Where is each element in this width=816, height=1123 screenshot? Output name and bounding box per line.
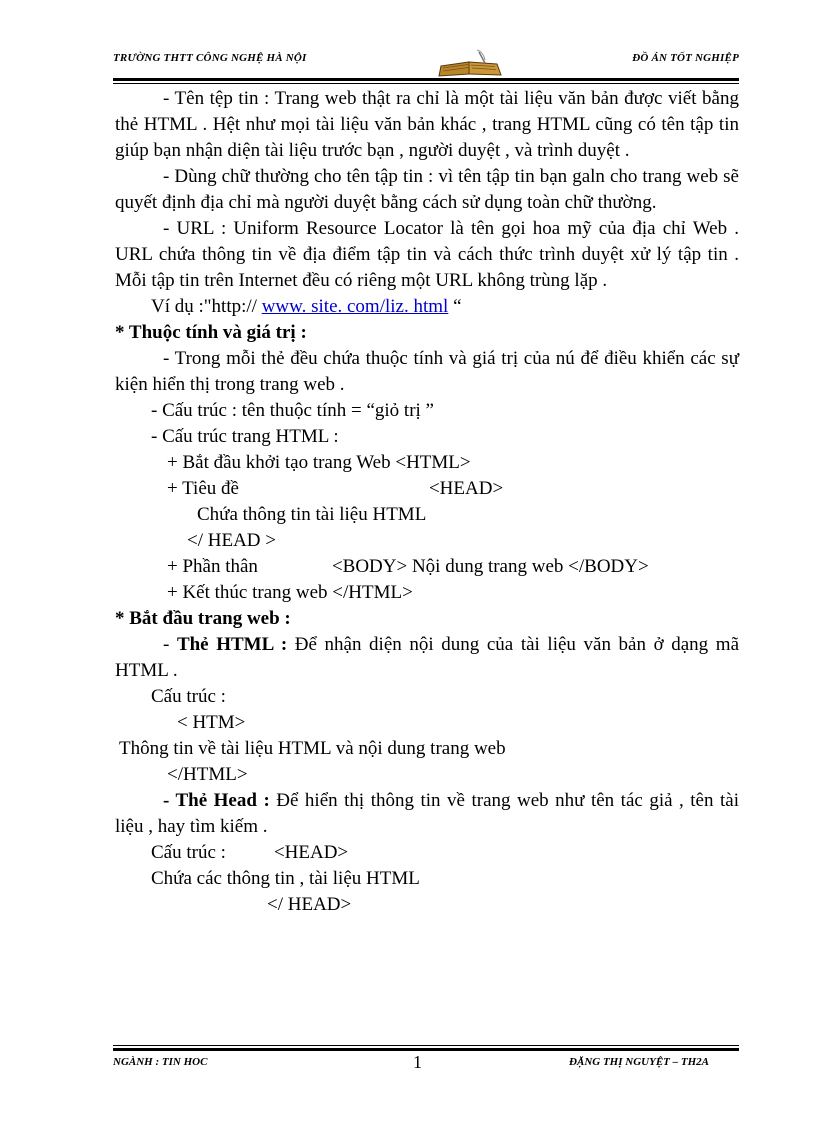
page-header: [113, 48, 739, 78]
structure-body: + Phần thân <BODY> Nội dung trang web </BODY>: [167, 556, 649, 577]
page-number: 1: [413, 1052, 422, 1072]
footer-author: ĐẶNG THỊ NGUYỆT – TH2A: [569, 1056, 709, 1068]
html-open-tag: < HTM>: [177, 712, 246, 733]
header-title: ĐỒ ÁN TỐT NGHIỆP: [632, 52, 739, 64]
head-close-tag: </ HEAD>: [267, 894, 352, 915]
head-structure-label: Cấu trúc : <HEAD>: [151, 842, 349, 863]
head-content-line: Chứa các thông tin , tài liệu HTML: [151, 868, 420, 889]
header-rule-thin: [113, 83, 739, 84]
document-body: [115, 86, 739, 918]
structure-head: + Tiêu đề <HEAD>: [167, 478, 504, 499]
paragraph-head-tag: - Thẻ Head : Để hiển thị thông tin về trang web như tên tác giả , tên tài liệu , hay tìm kiếm .: [115, 790, 739, 837]
paragraph-example: Ví dụ :"http:// www. site. com/liz. html “: [151, 296, 462, 317]
paragraph-url: - URL : Uniform Resource Locator là tên gọi hoa mỹ của địa chỉ Web . URL chứa thông tin về địa điểm tập tin và cách thức trình duyệt xử lý tập tin . Mỗi tập tin trên Internet đều có riêng một URL không trùng lặp .: [115, 218, 739, 291]
footer-rule-thin: [113, 1045, 739, 1046]
header-rule-thick: [113, 78, 739, 81]
header-school-name: TRƯỜNG THTT CÔNG NGHỆ HÀ NỘI: [113, 52, 307, 64]
example-link[interactable]: www. site. com/liz. html: [261, 296, 449, 317]
open-book-icon: [435, 48, 505, 78]
paragraph-file-name: - Tên tệp tin : Trang web thật ra chỉ là một tài liệu văn bản được viết bằng thẻ HTML . Hệt như mọi tài liệu văn bản khác , trang HTML cũng có tên tập tin giúp bạn nhận diện tài liệu trước bạn , người duyệt , và trình duyệt .: [115, 88, 739, 161]
structure-head-content: Chứa thông tin tài liệu HTML: [197, 504, 427, 525]
paragraph-attr-structure: - Cấu trúc : tên thuộc tính = “giỏ trị ”: [151, 400, 434, 421]
footer-rule-thick: [113, 1048, 739, 1051]
footer-major: NGÀNH : TIN HOC: [113, 1056, 208, 1068]
paragraph-html-structure: - Cấu trúc trang HTML :: [151, 426, 339, 447]
heading-attributes: * Thuộc tính và giá trị :: [115, 322, 307, 343]
structure-head-close: </ HEAD >: [187, 530, 276, 551]
html-close-tag: </HTML>: [167, 764, 248, 785]
structure-begin: + Bắt đầu khởi tạo trang Web <HTML>: [167, 452, 471, 473]
html-structure-label: Cấu trúc :: [151, 686, 226, 707]
paragraph-attributes: - Trong mỗi thẻ đều chứa thuộc tính và giá trị của nú để điều khiển các sự kiện hiển thị trong trang web .: [115, 348, 739, 395]
page-footer: [113, 1052, 739, 1076]
structure-end: + Kết thúc trang web </HTML>: [167, 582, 413, 603]
paragraph-html-tag: - Thẻ HTML : Để nhận diện nội dung của tài liệu văn bản ở dạng mã HTML .: [115, 634, 739, 681]
heading-start-web: * Bắt đầu trang web :: [115, 608, 291, 629]
paragraph-lowercase: - Dùng chữ thường cho tên tập tin : vì tên tập tin bạn galn cho trang web sẽ quyết định địa chỉ mà người duyệt bằng cách sử dụng toàn chữ thường.: [115, 166, 739, 213]
html-content-line: Thông tin về tài liệu HTML và nội dung trang web: [119, 738, 506, 759]
